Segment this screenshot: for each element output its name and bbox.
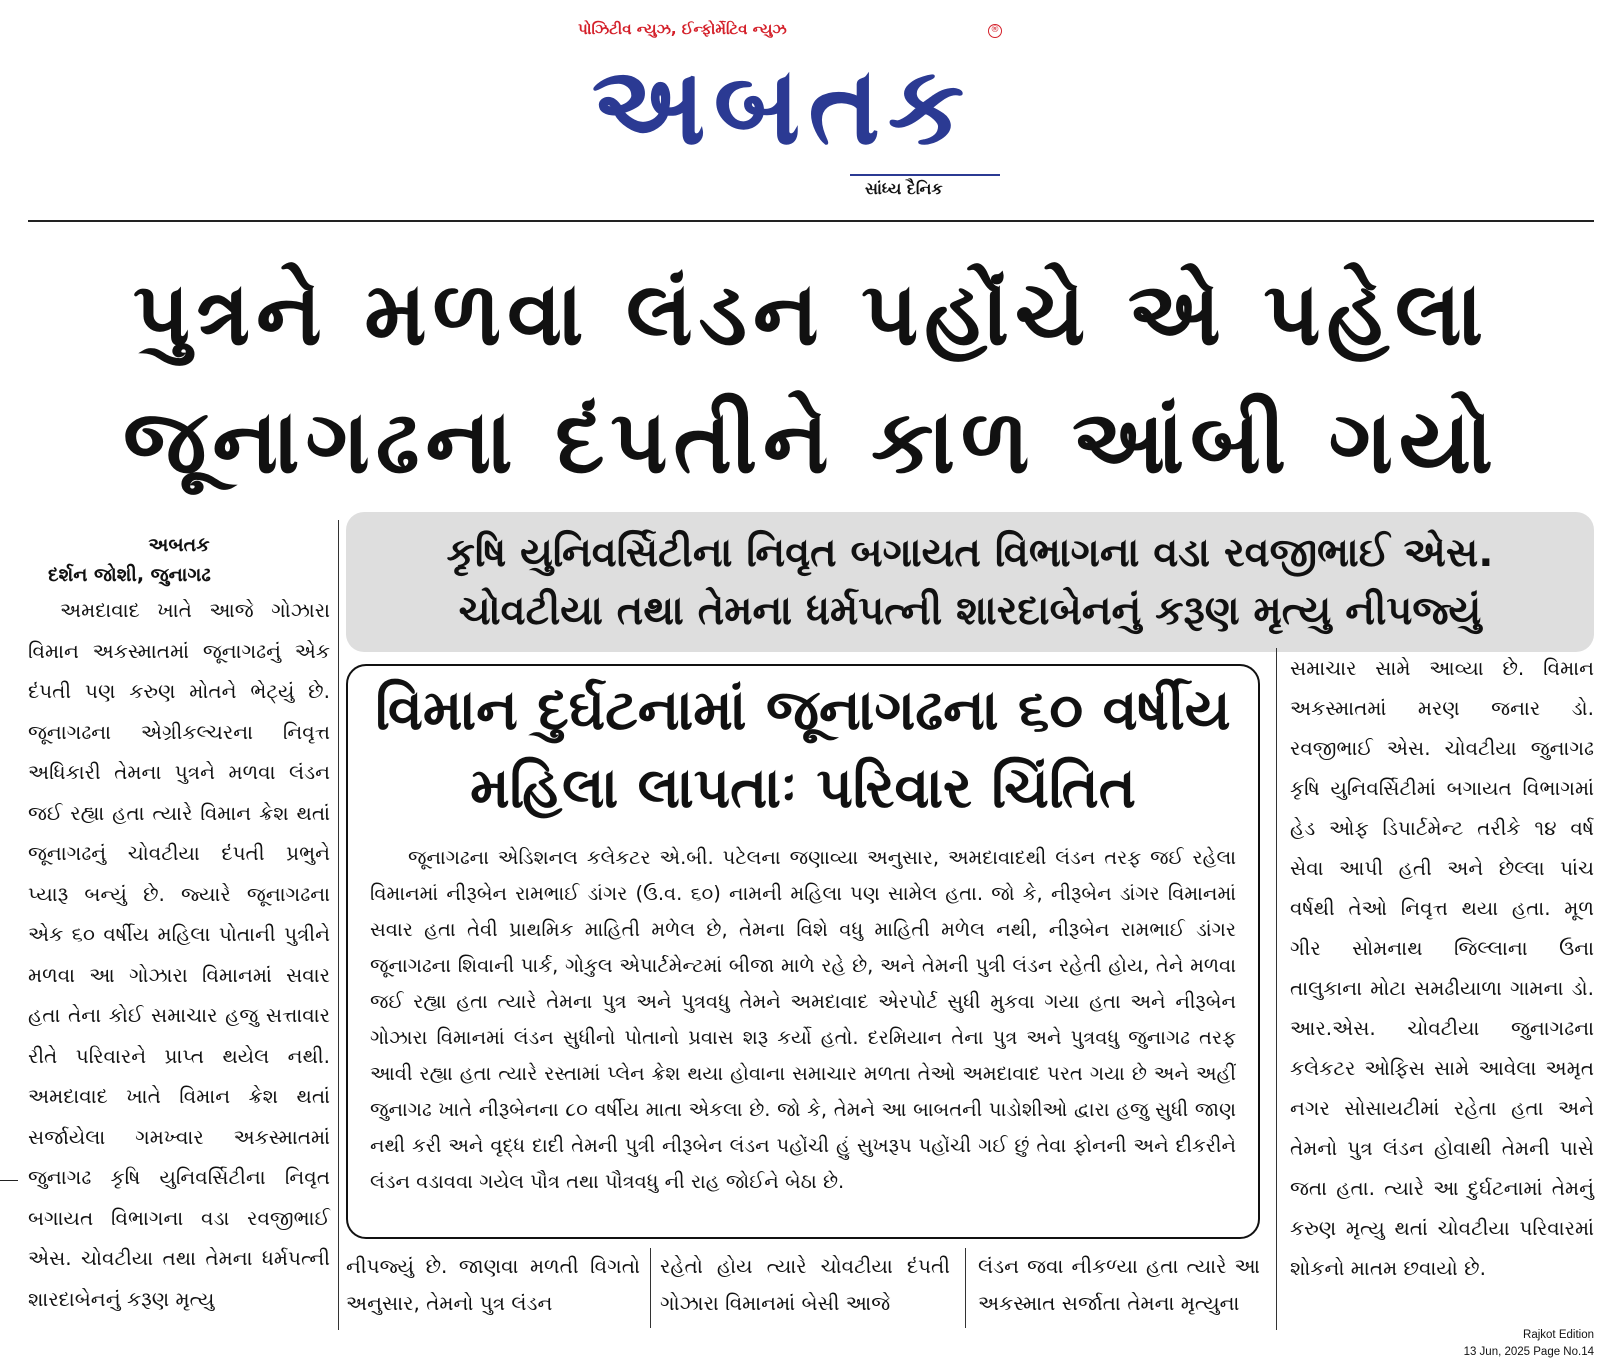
boxed-title-line-1: વિમાન દુર્ઘટનામાં જૂનાગઢના ૬૦ વર્ષીય	[375, 678, 1231, 743]
bottom-column-1: નીપજ્યું છે. જાણવા મળતી વિગતો અનુસાર, તેમનો પુત્ર લંડન	[346, 1254, 640, 1315]
boxed-story	[346, 664, 1260, 1239]
left-column-text: અમદાવાદ ખાતે આજે ગોઝારા વિમાન અકસ્માતમાં જૂનાગઢનું એક દંપતી પણ કરુણ મોતને ભેટ્યું છે. જૂનાગઢના એગ્રીકલ્ચરના નિવૃત્ત અધિકારી તેમના પુત્રને મળવા લંડન જઈ રહ્યા હતા ત્યારે વિમાન ક્રેશ થતાં જૂનાગઢનું ચોવટીયા દંપતી પ્રભુને પ્યારૂ બન્યું છે. જ્યારે જૂનાગઢના એક ૬૦ વર્ષીય મહિલા પોતાની પુત્રીને મળવા આ ગોઝારા વિમાનમાં સવાર હતા તેના કોઈ સમાચાર હજુ સત્તાવાર રીતે પરિવારને પ્રાપ્ત થયેલ નથી. અમદાવાદ ખાતે વિમાન ક્રેશ થતાં સર્જાયેલા ગમખ્વાર અકસ્માતમાં જુનાગઢ કૃષિ યુનિવર્સિટીના નિવૃત બગાયત વિભાગના વડા રવજીભાઈ એસ. ચોવટીયા તથા તેમના ધર્મપત્ની શારદાબેનનું કરૂણ મૃત્યુ	[28, 598, 330, 1311]
masthead-tagline: પોઝિટીવ ન્યુઝ, ઈન્ફોર્મેટિવ ન્યુઝ	[578, 20, 787, 38]
bottom-column-2: રહેતો હોય ત્યારે ચોવટીયા દંપતી ગોઝારા વિમાનમાં બેસી આજે	[660, 1254, 950, 1315]
subheadline-line-2: ચોવટીયા તથા તેમના ધર્મપત્ની શારદાબેનનું કરૂણ મૃત્યુ નીપજ્યું	[458, 588, 1482, 634]
boxed-story-title	[370, 672, 1236, 828]
boxed-title-line-2: મહિલા લાપતાઃ પરિવાર ચિંતિત	[470, 756, 1136, 821]
masthead-divider	[28, 220, 1594, 222]
column-rule	[650, 1248, 651, 1328]
headline-line-2: જૂનાગઢના દંપતીને કાળ આંબી ગયો	[123, 390, 1499, 493]
logo-underline	[850, 174, 1000, 176]
masthead	[560, 14, 1020, 204]
registered-mark: ®	[988, 24, 1002, 38]
edition-name: Rajkot Edition	[1523, 1329, 1594, 1341]
bottom-column-3: લંડન જવા નીકળ્યા હતા ત્યારે આ અકસ્માત સર્જાતા તેમના મૃત્યુના	[978, 1254, 1260, 1315]
left-article-column	[28, 530, 330, 1319]
boxed-story-body: જૂનાગઢના એડિશનલ કલેકટર એ.બી. પટેલના જણાવ્યા અનુસાર, અમદાવાદથી લંડન તરફ જઈ રહેલા વિમાનમાં નીરૂબેન રામભાઈ ડાંગર (ઉ.વ. ૬૦) નામની મહિલા પણ સામેલ હતા. જો કે, નીરૂબેન ડાંગર વિમાનમાં સવાર હતા તેવી પ્રાથમિક માહિતી મળેલ છે, તેમના વિશે વધુ માહિતી મળેલ નથી, નીરૂબેન રામભાઈ ડાંગર જૂનાગઢના શિવાની પાર્ક, ગોકુલ એપાર્ટમેન્ટમાં બીજા માળે રહે છે, અને તેમની પુત્રી લંડન રહેતી હોય, તેને મળવા જઈ રહ્યા હતા ત્યારે તેમના પુત્ર અને પુત્રવધુ તેમને અમદાવાદ એરપોર્ટ સુધી મુકવા ગયા હતા અને નીરૂબેન ગોઝારા વિમાનમાં લંડન સુધીનો પોતાનો પ્રવાસ શરૂ કર્યો હતો. દરમિયાન તેના પુત્ર અને પુત્રવધુ જુનાગઢ તરફ આવી રહ્યા હતા ત્યારે રસ્તામાં પ્લેન ક્રેશ થયા હોવાના સમાચાર મળતા તેઓ અમદાવાદ પરત ગયા છે અને અહીં જુનાગઢ ખાતે નીરૂબેનના ૮૦ વર્ષીય માતા એકલા છે. જો કે, તેમને આ બાબતની પાડોશીઓ દ્વારા હજુ સુધી જાણ નથી કરી અને વૃદ્ધ દાદી તેમની પુત્રી નીરૂબેન લંડન પહોંચી હું સુખરૂપ પહોંચી ગઈ છું તેવા ફોનની અને દીકરીને લંડન વડાવવા ગયેલ પૌત્ર તથા પૌત્રવધુ ની રાહ જોઈને બેઠા છે.	[370, 846, 1236, 1193]
margin-tick	[0, 1180, 18, 1181]
headline-line-1: પુત્રને મળવા લંડન પહોંચે એ પહેલા	[132, 262, 1490, 365]
column-rule	[1276, 648, 1277, 1330]
masthead-subtitle: સાંધ્ય દૈનિક	[865, 179, 943, 198]
edition-date-page: 13 Jun, 2025 Page No.14	[1463, 1346, 1594, 1358]
edition-info	[1464, 1327, 1594, 1361]
newspaper-logo: અબતક	[591, 44, 973, 169]
subheadline-line-1: કૃષિ યુનિવર્સિટીના નિવૃત બગાયત વિભાગના વડા રવજીભાઈ એસ.	[446, 530, 1494, 576]
subheadline-box	[346, 512, 1594, 652]
byline-reporter: દર્શન જોશી, જુનાગઢ	[48, 564, 211, 586]
byline-source: અબતક	[148, 534, 210, 556]
column-rule	[338, 520, 339, 1330]
right-article-column: સમાચાર સામે આવ્યા છે. વિમાન અકસ્માતમાં મરણ જનાર ડો. રવજીભાઈ એસ. ચોવટીયા જુનાગઢ કૃષિ યુનિવર્સિટીમાં બગાયત વિભાગમાં હેડ ઓફ ડિપાર્ટમેન્ટ તરીકે ૧૪ વર્ષ સેવા આપી હતી અને છેલ્લા પાંચ વર્ષથી તેઓ નિવૃત્ત થયા હતા. મૂળ ગીર સોમનાથ જિલ્લાના ઉના તાલુકાના મોટા સમઢીયાળા ગામના ડો. આર.એસ. ચોવટીયા જુનાગઢના કલેકટર ઓફિસ સામે આવેલા અમૃત નગર સોસાયટીમાં રહેતા હતા અને તેમનો પુત્ર લંડન હોવાથી તેમની પાસે જતા હતા. ત્યારે આ દુર્ઘટનામાં તેમનું કરુણ મૃત્યુ થતાં ચોવટીયા પરિવારમાં શોકનો માતમ છવાયો છે.	[1290, 656, 1594, 1280]
column-rule	[965, 1248, 966, 1328]
main-headline	[28, 250, 1594, 506]
